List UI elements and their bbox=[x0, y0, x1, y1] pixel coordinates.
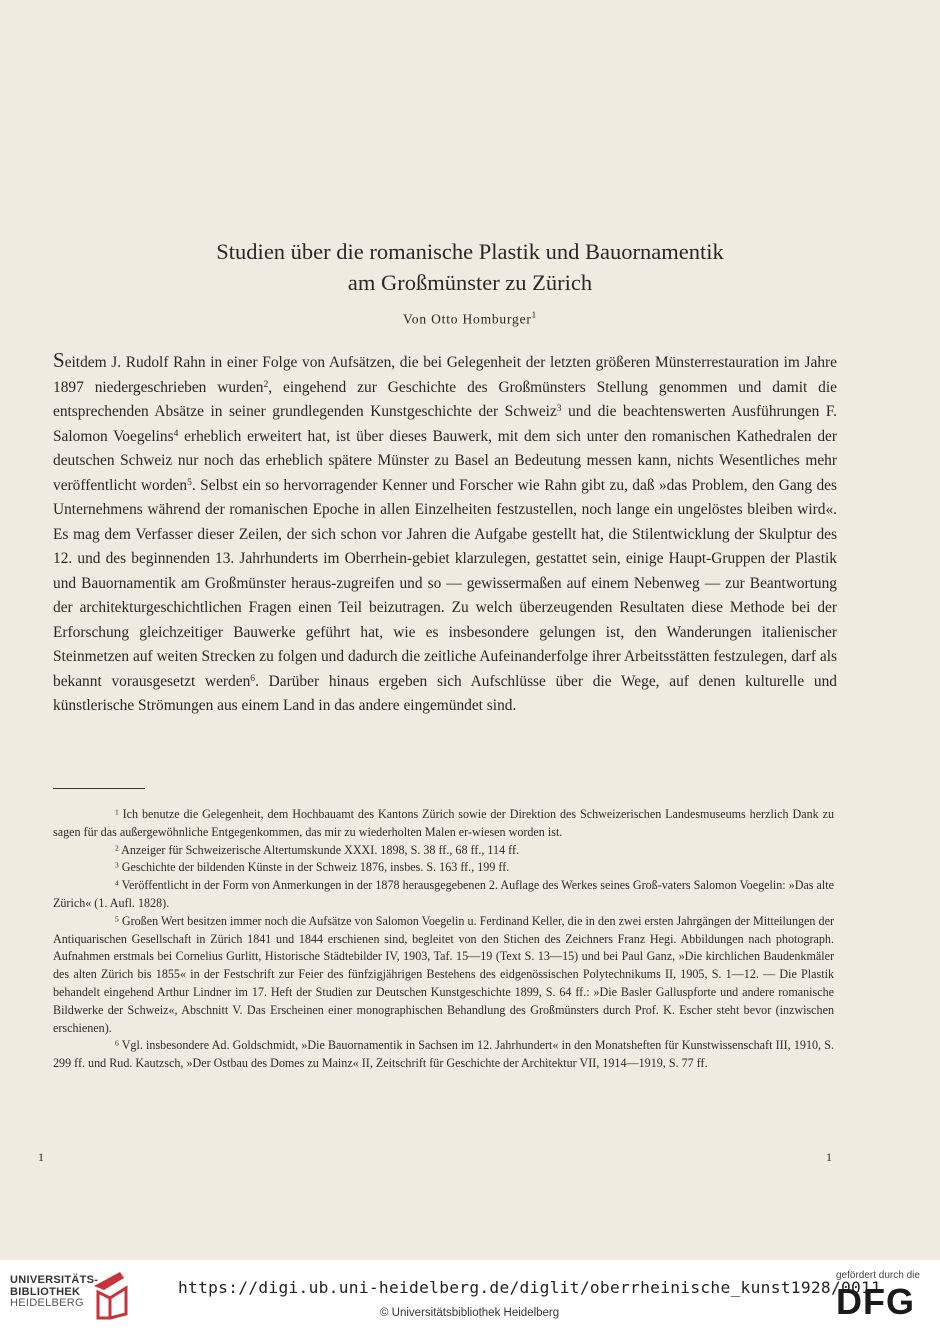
library-logo-icon[interactable] bbox=[90, 1268, 132, 1322]
copyright-text: © Universitätsbibliothek Heidelberg bbox=[380, 1307, 560, 1319]
author-prefix: Von bbox=[403, 311, 432, 327]
title-line-1: Studien über die romanische Plastik und Bauornamentik bbox=[216, 239, 724, 264]
footnote: $^6$ Vgl. insbesondere Ad. Goldschmidt, »Die Bauornamentik in Sachsen im 12. Jahrhundert« in den Monatsheften für Kunstwissenschaft III, 1910, S. 299 ff. und Rud. Kautzsch, »Der Ostbau des Domes zu Mainz« II, Zeitschrift für Geschichte der Architektur VII, 1914—1919, S. 77 ff. bbox=[53, 1038, 834, 1071]
footnote: $^1$ Ich benutze die Gelegenheit, dem Hochbauamt des Kantons Zürich sowie der Direktion des Schweizerischen Landesmuseums herzlich Dank zu sagen für das außergewöhnliche Entgegenkommen, das mir zu wiederholten Malen er-wiesen worden ist. bbox=[53, 807, 834, 839]
body-segment: , eingehend zur Geschichte des Großmünsters Stellung genommen und damit die entsprechenden Absätze in seiner grundlegenden Kunstgeschichte der Schweiz bbox=[53, 378, 837, 420]
funding-caption: gefördert durch die bbox=[836, 1270, 920, 1281]
footnote: $^2$ Anzeiger für Schweizerische Altertumskunde XXXI. 1898, S. 38 ff., 68 ff., 114 ff. bbox=[115, 842, 519, 857]
body-segment: . Selbst ein so hervorragender Kenner und Forscher wie Rahn gibt zu, daß »das Problem, den Gang des Unternehmens während der romanischen Epoche in allen Einzelheiten festzustellen, noch lange ein ungelöstes bleiben wird«. Es mag dem Verfasser dieser Zeilen, der sich schon vor Jahren die Aufgabe gestellt hat, die Stilentwicklung der Skulptur des 12. und des beginnenden 13. Jahrhunderts im Oberrhein-gebiet klarzulegen, gestattet sein, einige Haupt-Gruppen der Plastik und Bauornamentik am Großmünster heraus-zugreifen und so — gewissermaßen auf einem Nebenweg — zur Beantwortung der architekturgeschichtlichen Fragen einen Teil beizutragen. Zu welch überzeugenden Resultaten diese Methode bei der Erforschung gleichzeitiger Bauwerke geführt hat, wie es insbesondere gelungen ist, den Wanderungen italienischer Steinmetzen auf weiten Strecken zu folgen und dadurch die zeitliche Aufeinanderfolge ihrer Arbeitsstätten festzulegen, darf als bekannt vorausgesetzt werden bbox=[53, 476, 837, 690]
author-name: Otto Homburger bbox=[431, 311, 532, 327]
body-segment: und die beachtenswerten Ausführungen F. Salomon Voegelins bbox=[53, 403, 837, 445]
body-paragraph bbox=[53, 348, 837, 719]
drop-cap: S bbox=[53, 348, 65, 372]
title-line-2: am Großmünster zu Zürich bbox=[347, 270, 593, 295]
footnote-ref: 3 bbox=[556, 403, 562, 415]
author-line bbox=[60, 310, 880, 328]
body-segment: eitdem J. Rudolf Rahn in einer Folge von Aufsätzen, die bei Gelegenheit der letzten größeren Münsterrestauration im Jahre 1897 niedergeschrieben wurden bbox=[53, 354, 837, 396]
footnote-ref: 2 bbox=[263, 378, 269, 390]
footnote-ref: 6 bbox=[250, 672, 256, 684]
footnote: $^5$ Großen Wert besitzen immer noch die Aufsätze von Salomon Voegelin u. Ferdinand Keller, die in den zwei ersten Jahrgängen der Mitteilungen der Antiquarischen Gesellschaft in Zürich 1841 und 1844 erschienen sind, begleitet von den Stichen des Zeichners Franz Hegi. Abbildungen nach photograph. Aufnahmen erstmals bei Cornelius Gurlitt, Historische Städtebilder IV, 1903, Taf. 15—19 (Text S. 13—15) und bei Paul Ganz, »Die kirchlichen Baudenkmäler des alten Zürich bis 1855« in der Festschrift zur Feier des fünfzigjährigen Bestehens des eidgenössischen Polytechnikums II, 1905, S. 1—12. — Die Plastik behandelt eingehend Arthur Lindner im 17. Heft der Studien zur Deutschen Kunstgeschichte 1899, S. 64 ff.: »Die Basler Galluspforte und andere romanische Bildwerke der Schweiz«, Abschnitt V. Das Erscheinen einer monographischen Behandlung des Großmünsters durch Prof. K. Escher steht bevor (inzwischen erschienen). bbox=[53, 913, 834, 1035]
library-name[interactable]: UNIVERSITÄTS- BIBLIOTHEK HEIDELBERG bbox=[10, 1274, 99, 1309]
footnotes bbox=[53, 806, 834, 1073]
footnote-ref: 5 bbox=[187, 476, 192, 488]
footnote: $^4$ Veröffentlicht in der Form von Anmerkungen in der 1878 herausgegebenen 2. Auflage des Werkes seines Groß-vaters Salomon Voegelin: »Das alte Zürich« (1. Aufl. 1828). bbox=[53, 878, 834, 910]
page-number: 1 bbox=[826, 1150, 832, 1164]
footnote-ref: 4 bbox=[173, 427, 179, 439]
author-footnote-ref: 1 bbox=[531, 310, 537, 320]
dfg-logo[interactable]: DFG bbox=[836, 1281, 915, 1322]
footnote-divider bbox=[53, 788, 145, 789]
permalink-url[interactable]: https://digi.ub.uni-heidelberg.de/diglit/oberrheinische_kunst1928/0011 bbox=[178, 1278, 882, 1297]
signature-mark: 1 bbox=[38, 1150, 44, 1164]
article-title bbox=[60, 236, 880, 298]
footnote: $^3$ Geschichte der bildenden Künste in der Schweiz 1876, insbes. S. 163 ff., 199 ff. bbox=[115, 860, 510, 875]
body-segment: erheblich erweitert hat, ist über dieses Bauwerk, mit dem sich unter den romanischen Kathedralen der deutschen Schweiz nur noch das erheblich spätere Münster zu Basel an Bedeutung messen kann, nichts Wesentliches mehr veröffentlicht worden bbox=[53, 427, 837, 494]
body-segment: . Darüber hinaus ergeben sich Aufschlüsse über die Wege, auf denen kulturelle und künstlerische Strömungen aus einem Land in das andere eingemündet sind. bbox=[53, 672, 837, 714]
